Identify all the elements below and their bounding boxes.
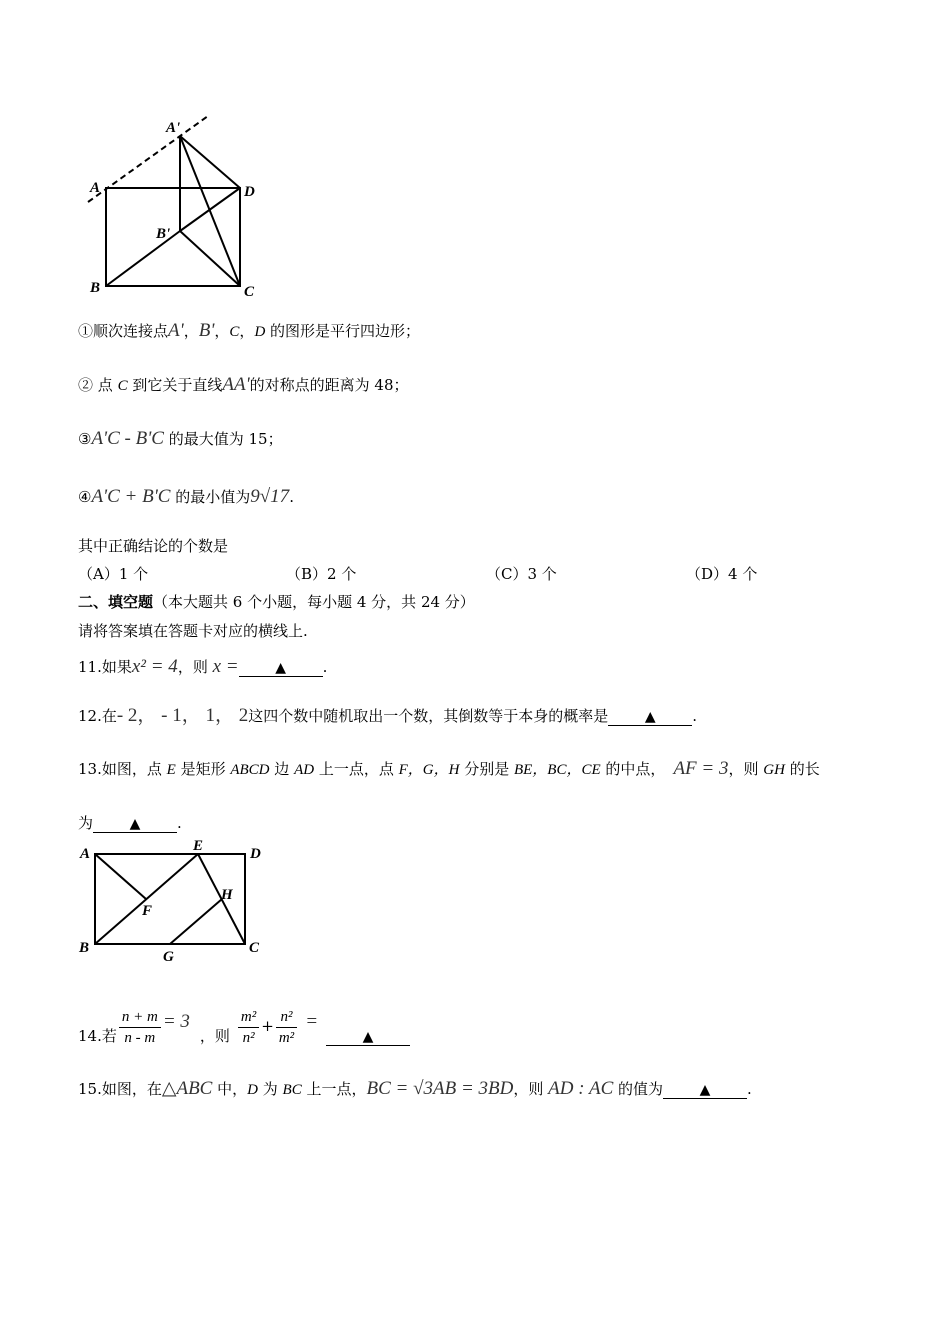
q13-af-equation: AF = 3 [673,758,729,779]
q14-f3-denominator: m² [278,1029,295,1046]
point-a-prime: A' [168,320,184,341]
label-a-prime: A' [166,120,181,136]
side-ad: AD [294,762,315,778]
label-a: A [90,180,101,196]
expression-sum: A'C + B'C [91,486,171,507]
statement-2-post: 的对称点的距离为 48； [249,376,409,394]
triangle-icon: ▲ [275,660,286,676]
q13-line2-pre: 为 [78,814,94,832]
q15-t4: ，则 [513,1080,549,1098]
points-fgh: F，G，H [398,762,460,778]
segment-b-prime-c [180,231,240,286]
q13-t7: 的长 [784,760,820,778]
question-15 [78,1078,752,1101]
q13-pre: 13.如图，点 [78,760,167,778]
statement-4-number: ④ [78,488,92,506]
q12-pre: 12.在 [78,707,117,725]
q15-t5: 的值为 [613,1080,664,1098]
label-e-2: E [193,838,204,854]
point-d: D [254,324,266,340]
sep-2: ， [214,322,230,340]
statement-4-post: . [289,488,294,506]
rect-abcd: ABCD [230,762,270,778]
point-c: C [229,324,240,340]
segment-af [95,854,146,899]
q13-t3: 上一点，点 [314,760,399,778]
q11-pre: 11.如果 [78,658,132,676]
question-12 [78,705,697,727]
statement-2-mid: 到它关于直线 [127,376,223,394]
q14-equals-3: = 3 [162,1011,190,1032]
point-b-prime: B' [198,320,215,341]
triangle-icon: ▲ [699,1082,711,1098]
label-b-2: B [79,940,90,956]
segment-gh [170,899,222,944]
segment-b-prime-d [180,188,240,231]
segment-a-prime-d [180,136,240,188]
option-b: （B）2 个 [286,565,357,583]
label-b-prime: B' [156,226,171,242]
q14-mid: ，则 [199,1027,230,1045]
q13-t4: 分别是 [459,760,514,778]
side-bc: BC [282,1082,302,1098]
statement-2 [78,374,409,397]
q12-answer-blank[interactable] [608,707,692,726]
q14-answer-blank[interactable] [326,1027,410,1046]
statement-4 [78,486,294,508]
q13-t2: 边 [269,760,295,778]
q14-equals: = [305,1011,319,1032]
label-c: C [244,284,255,300]
q11-end: . [322,658,328,676]
min-value: 9√17 [250,486,290,507]
q14-f1-denominator: n - m [124,1029,156,1046]
q15-t3: 上一点， [301,1080,367,1098]
q13-t1: 是矩形 [175,760,231,778]
q15-ratio: AD : AC [548,1078,614,1099]
figure-1 [80,110,270,305]
q15-t1: 中， [212,1080,248,1098]
sep-1: ， [183,322,199,340]
triangle-icon: ▲ [129,816,141,832]
statement-1-post: 的图形是平行四边形； [265,322,421,340]
label-f-2: F [142,903,153,919]
sep-3: ， [239,322,255,340]
question-14 [78,1000,410,1058]
q15-equation: BC = √3AB = 3BD [366,1078,514,1099]
q12-post: 这四个数中随机取出一个数，其倒数等于本身的概率是 [248,707,609,725]
q13-t5: 的中点， [600,760,666,778]
option-d: （D）4 个 [686,565,758,583]
q12-numbers: - 2， - 1， 1， 2 [116,705,249,726]
option-a: （A）1 个 [78,565,149,583]
q14-f2-denominator: n² [242,1029,255,1046]
q13-end: . [177,814,182,832]
segment-gh: GH [763,762,785,778]
point-c: C [117,378,128,394]
label-d: D [244,184,255,200]
expression-difference: A'C - B'C [91,428,164,449]
section-2-instruction: 请将答案填在答题卡对应的横线上. [78,622,308,640]
label-a-2: A [80,846,91,862]
line-aa-prime: AA' [222,374,250,395]
q14-pre: 14.若 [78,1027,117,1045]
statement-3-post: 的最大值为 15； [163,430,283,448]
q14-f2-numerator: m² [238,1007,259,1028]
q13-answer-blank[interactable] [93,814,177,833]
q14-f3-numerator: n² [276,1007,297,1028]
statement-3-number: ③ [78,430,92,448]
question-11 [78,656,327,678]
q11-answer-blank[interactable] [239,658,323,677]
point-d: D [247,1082,258,1098]
triangle-abc: △ABC [161,1078,213,1099]
statement-3 [78,428,283,450]
label-d-2: D [250,846,261,862]
label-g-2: G [163,949,174,965]
q15-t2: 为 [257,1080,283,1098]
point-e: E [166,762,176,778]
segments-be-bc-ce: BE，BC，CE [513,762,601,778]
q14-plus: + [261,1017,274,1035]
label-b: B [90,280,101,296]
q11-mid: ，则 [177,658,213,676]
options-row [78,563,878,585]
q11-x: x = [212,656,239,677]
question-stem: 其中正确结论的个数是 [78,537,229,555]
q14-fraction-2 [238,1007,259,1048]
q14-fraction-3 [276,1007,297,1048]
section-2-desc: （本大题共 6 个小题，每小题 4 分，共 24 分） [153,593,475,611]
section-2-header [78,591,475,613]
q12-end: . [692,707,698,725]
q13-t6: ，则 [728,760,764,778]
label-h-2: H [221,887,233,903]
triangle-icon: ▲ [644,709,656,725]
triangle-icon: ▲ [362,1029,374,1045]
statement-1-number: ① [78,322,94,340]
question-13-line-2 [78,812,182,834]
question-13-line-1 [78,758,820,781]
label-c-2: C [249,940,260,956]
statement-1-pre: 顺次连接点 [93,322,169,340]
q14-f1-numerator: n + m [119,1007,161,1028]
segment-a-prime-c [180,136,240,286]
q14-fraction-1 [119,1007,161,1048]
statement-2-number: ② [78,376,94,394]
figure-2 [76,836,276,968]
statement-1 [78,320,420,343]
q15-end: . [747,1080,752,1098]
q15-pre: 15.如图，在 [78,1080,162,1098]
statement-4-mid: 的最小值为 [170,488,251,506]
section-2-title: 二、填空题 [78,593,154,611]
q11-equation: x² = 4 [131,656,178,677]
q15-answer-blank[interactable] [663,1080,747,1099]
statement-2-pre: 点 [93,376,118,394]
option-c: （C）3 个 [486,565,557,583]
